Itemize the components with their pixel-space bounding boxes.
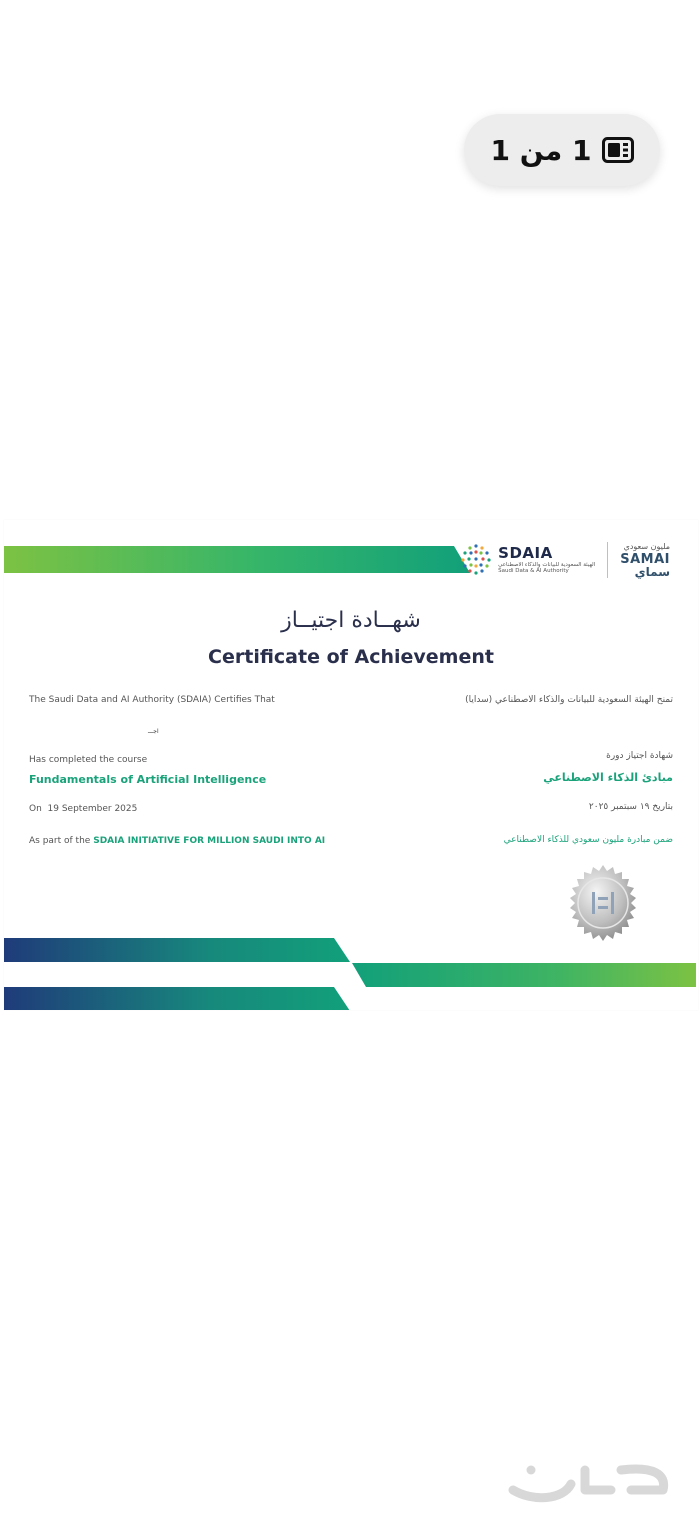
initiative-text-ar: ضمن مبادرة مليون سعودي للذكاء الاصطناعي xyxy=(503,835,673,845)
logo-group xyxy=(459,538,670,582)
initiative-row-en xyxy=(29,836,325,846)
sdaia-logo-text: SDAIA xyxy=(498,543,553,562)
haraj-watermark-logo xyxy=(503,1456,673,1506)
certificate-title-english: Certificate of Achievement xyxy=(208,646,494,668)
initiative-name-en: SDAIA INITIATIVE FOR MILLION SAUDI INTO AI xyxy=(93,836,326,846)
bottom-gradient-bars xyxy=(4,934,698,1010)
page-counter-text: 1 من 1 xyxy=(490,133,592,167)
date-value-en: 19 September 2025 xyxy=(47,804,138,814)
completed-text-ar: شهادة اجتياز دورة xyxy=(606,751,673,761)
course-name-ar: مبادئ الذكاء الاصطناعي xyxy=(543,771,673,784)
certifies-text-en: The Saudi Data and AI Authority (SDAIA) Certifies That xyxy=(29,695,275,705)
sdaia-logo xyxy=(459,543,595,577)
date-text-ar: بتاريخ ١٩ سبتمبر ٢٠٢٥ xyxy=(588,802,673,812)
sdaia-logo-arabic: الهيئة السعودية للبيانات والذكاء الاصطناعي xyxy=(498,561,596,568)
page-counter-pill[interactable] xyxy=(464,114,660,186)
certifies-text-ar: تمنح الهيئة السعودية للبيانات والذكاء الاصطناعي (سدايا) xyxy=(465,695,673,705)
sdaia-dots-icon xyxy=(459,543,493,577)
sdaia-logo-subtitle: Saudi Data & AI Authority xyxy=(498,568,569,574)
samai-logo-text: SAMAI xyxy=(620,551,670,567)
samai-logo-arabic: سماي xyxy=(634,564,670,579)
recipient-name-mark: اجـــ xyxy=(148,728,159,735)
date-label-en: On xyxy=(29,804,42,814)
date-row-en xyxy=(29,804,137,814)
completed-text-en: Has completed the course xyxy=(29,755,148,765)
top-gradient-bar xyxy=(4,546,474,574)
gallery-icon xyxy=(602,137,634,163)
certificate[interactable] xyxy=(4,520,698,1010)
samai-logo xyxy=(620,543,670,578)
course-name-en: Fundamentals of Artificial Intelligence xyxy=(29,773,267,786)
initiative-prefix-en: As part of the xyxy=(29,836,91,846)
certificate-title-arabic: شهــادة اجتيــاز xyxy=(281,608,421,633)
samai-logo-tagline: مليون سعودي xyxy=(623,541,670,551)
logo-divider xyxy=(607,542,608,578)
